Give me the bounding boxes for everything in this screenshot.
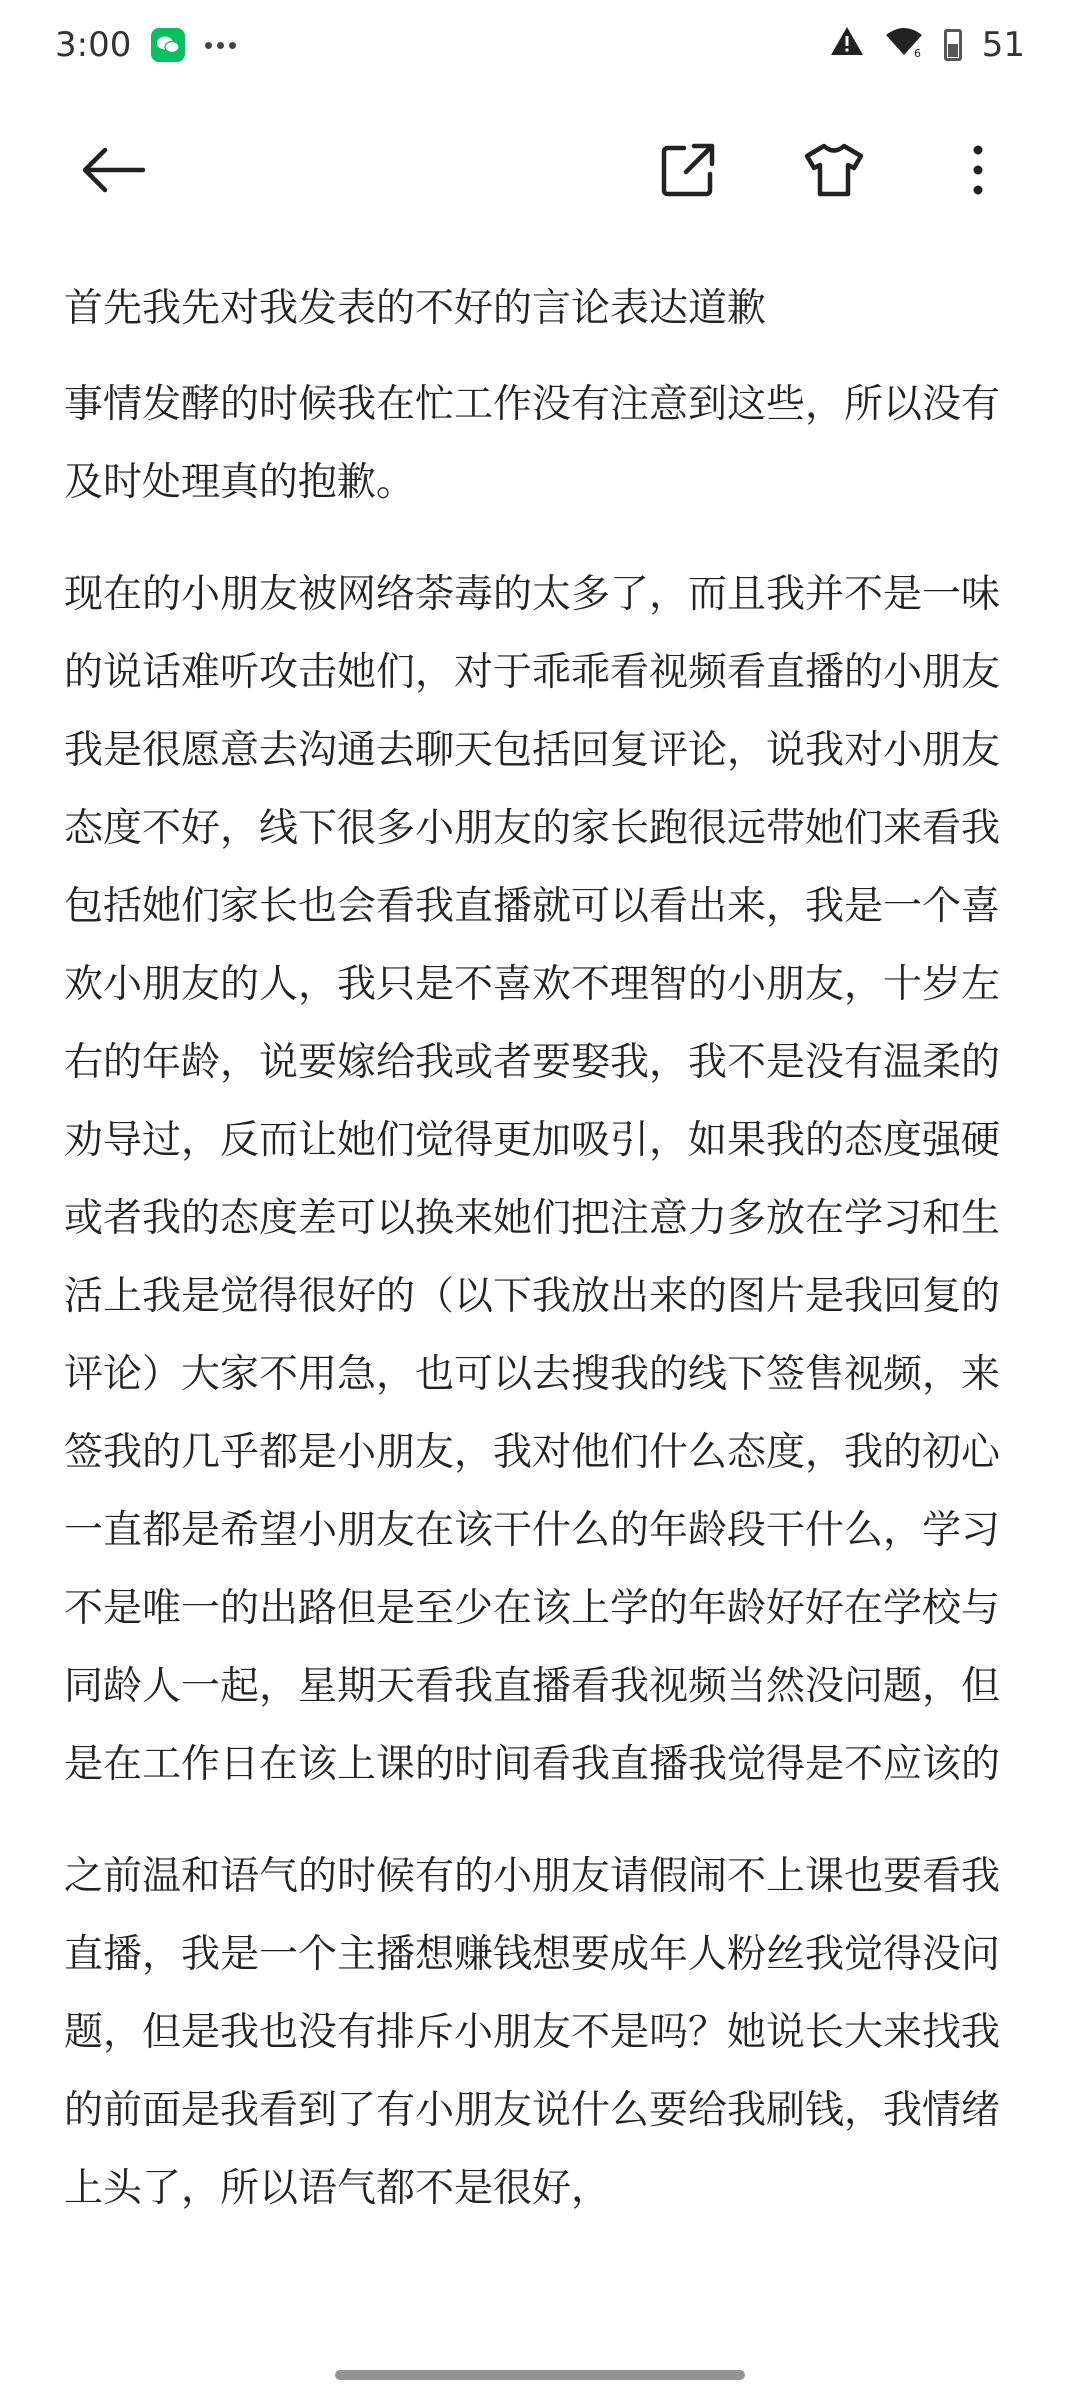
theme-button[interactable] <box>794 130 874 210</box>
article-paragraph: 之前温和语气的时候有的小朋友请假闹不上课也要看我直播，我是一个主播想赚钱想要成年人粉丝我觉得没问题，但是我也没有排斥小朋友不是吗？她说长大来找我的前面是我看到了有小朋友说什么要给我刷钱，我情绪上头了，所以语气都不是很好， <box>64 1854 1001 2211</box>
back-arrow-icon <box>79 146 145 194</box>
svg-text:6: 6 <box>913 46 921 57</box>
back-button[interactable] <box>72 130 152 210</box>
status-left <box>55 25 236 65</box>
status-right <box>830 25 1025 66</box>
battery-level: 51 <box>981 25 1025 65</box>
article-paragraph: 事情发酵的时候我在忙工作没有注意到这些，所以没有及时处理真的抱歉。 <box>64 382 1001 505</box>
battery-icon <box>944 29 962 61</box>
tshirt-icon <box>804 143 864 197</box>
status-bar <box>0 0 1080 90</box>
article-paragraph: 首先我先对我发表的不好的言论表达道歉 <box>64 286 767 331</box>
top-toolbar <box>0 110 1080 230</box>
more-vertical-icon <box>972 144 984 196</box>
home-indicator[interactable] <box>335 2370 745 2380</box>
wechat-icon <box>151 28 185 62</box>
wifi-icon <box>884 25 924 66</box>
more-options-button[interactable] <box>938 130 1018 210</box>
share-external-icon <box>660 142 716 198</box>
share-button[interactable] <box>648 130 728 210</box>
article-body <box>64 270 1016 2262</box>
alert-icon <box>830 25 864 66</box>
more-dots-icon <box>205 42 236 49</box>
status-time: 3:00 <box>55 25 132 65</box>
article-paragraph: 现在的小朋友被网络荼毒的太多了，而且我并不是一味的说话难听攻击她们，对于乖乖看视频看直播的小朋友我是很愿意去沟通去聊天包括回复评论，说我对小朋友态度不好，线下很多小朋友的家长跑很远带她们来看我包括她们家长也会看我直播就可以看出来，我是一个喜欢小朋友的人，我只是不喜欢不理智的小朋友，十岁左右的年龄，说要嫁给我或者要娶我，我不是没有温柔的劝导过，反而让她们觉得更加吸引，如果我的态度强硬或者我的态度差可以换来她们把注意力多放在学习和生活上我是觉得很好的（以下我放出来的图片是我回复的评论）大家不用急，也可以去搜我的线下签售视频，来签我的几乎都是小朋友，我对他们什么态度，我的初心一直都是希望小朋友在该干什么的年龄段干什么，学习不是唯一的出路但是至少在该上学的年龄好好在学校与同龄人一起，星期天看我直播看我视频当然没问题，但是在工作日在该上课的时间看我直播我觉得是不应该的 <box>64 572 1001 1787</box>
